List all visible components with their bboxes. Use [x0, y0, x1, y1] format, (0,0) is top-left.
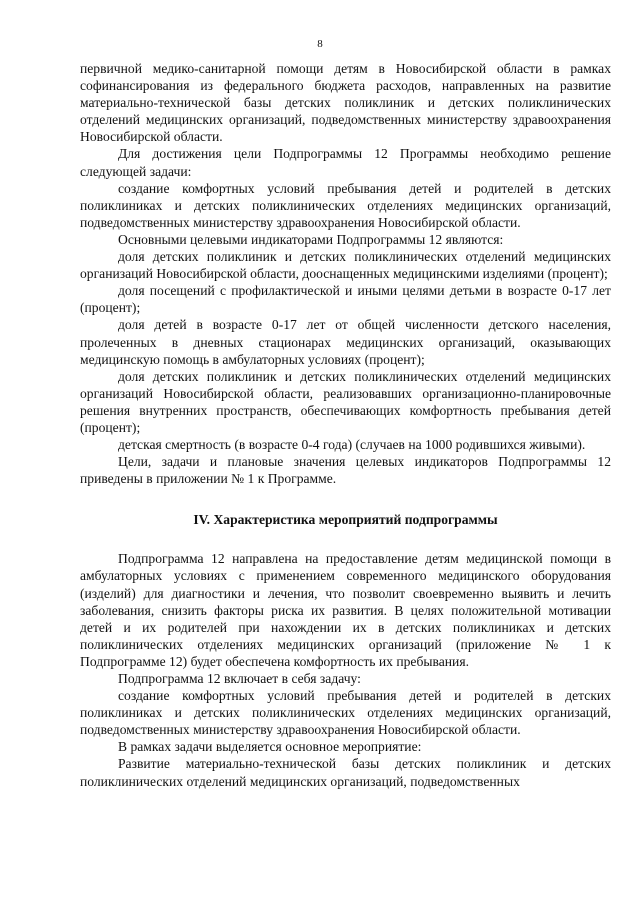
- document-body: [80, 60, 611, 790]
- paragraphs-before-heading: [80, 60, 611, 487]
- paragraph: Подпрограмма 12 включает в себя задачу:: [118, 671, 361, 686]
- page-number: 8: [317, 38, 323, 50]
- paragraph: создание комфортных условий пребывания детей и родителей в детских поликлиниках и детских поликлинических отделениях медицинских организаций, подведомственных министерству здравоохранения Новосибирской области.: [80, 688, 611, 738]
- paragraph: создание комфортных условий пребывания детей и родителей в детских поликлиниках и детских поликлинических отделениях медицинских организаций, подведомственных министерству здравоохранения Новосибирской области.: [80, 180, 611, 230]
- paragraph: Развитие материально-технической базы детских поликлиник и детских поликлинических отделений медицинских организаций, подведомственных: [80, 756, 611, 789]
- paragraph: В рамках задачи выделяется основное мероприятие:: [118, 739, 422, 755]
- paragraph: Для достижения цели Подпрограммы 12 Программы необходимо решение следующей задачи:: [80, 146, 611, 179]
- paragraphs-after-heading: [80, 550, 611, 789]
- paragraph: Подпрограмма 12 направлена на предоставление детям медицинской помощи в амбулаторных условиях с применением современного медицинского оборудования (изделий) для диагностики и лечения, что позволит своевременно выявить и лечить заболевания, снизить факторы риска их развития. В целях положительной мотивации детей и их родителей при нахождении их в детских поликлиниках и детских поликлинических отделениях медицинских организаций (приложение № 1 к Подпрограмме 12) будет обеспечена комфортность их пребывания.: [80, 551, 611, 669]
- paragraph: доля детских поликлиник и детских поликлинических отделений медицинских организаций Новосибирской области, дооснащенных медицинскими изделиями (процент);: [80, 249, 611, 282]
- paragraph: доля посещений с профилактической и иными целями детьми в возрасте 0-17 лет (процент);: [80, 283, 611, 316]
- paragraph: Основными целевыми индикаторами Подпрограммы 12 являются:: [118, 231, 504, 247]
- paragraph: доля детей в возрасте 0-17 лет от общей численности детского населения, пролеченных в дневных стационарах медицинских организаций, оказывающих медицинскую помощь в амбулаторных условиях (процент);: [80, 317, 611, 367]
- paragraph: Цели, задачи и плановые значения целевых индикаторов Подпрограммы 12 приведены в приложении № 1 к Программе.: [80, 454, 611, 487]
- paragraph: первичной медико-санитарной помощи детям в Новосибирской области в рамках софинансирования из федерального бюджета расходов, направленных на развитие материально-технической базы детских поликлиник и детских поликлинических отделений медицинских организаций, подведомственных министерству здравоохранения Новосибирской области.: [80, 61, 611, 145]
- paragraph: доля детских поликлиник и детских поликлинических отделений медицинских организаций Новосибирской области, реализовавших организационно-планировочные решения внутренних пространств, обеспечивающих комфортность пребывания детей (процент);: [80, 368, 611, 435]
- paragraph: детская смертность (в возрасте 0-4 года) (случаев на 1000 родившихся живыми).: [118, 437, 586, 453]
- section-heading: IV. Характеристика мероприятий подпрограммы: [193, 512, 498, 528]
